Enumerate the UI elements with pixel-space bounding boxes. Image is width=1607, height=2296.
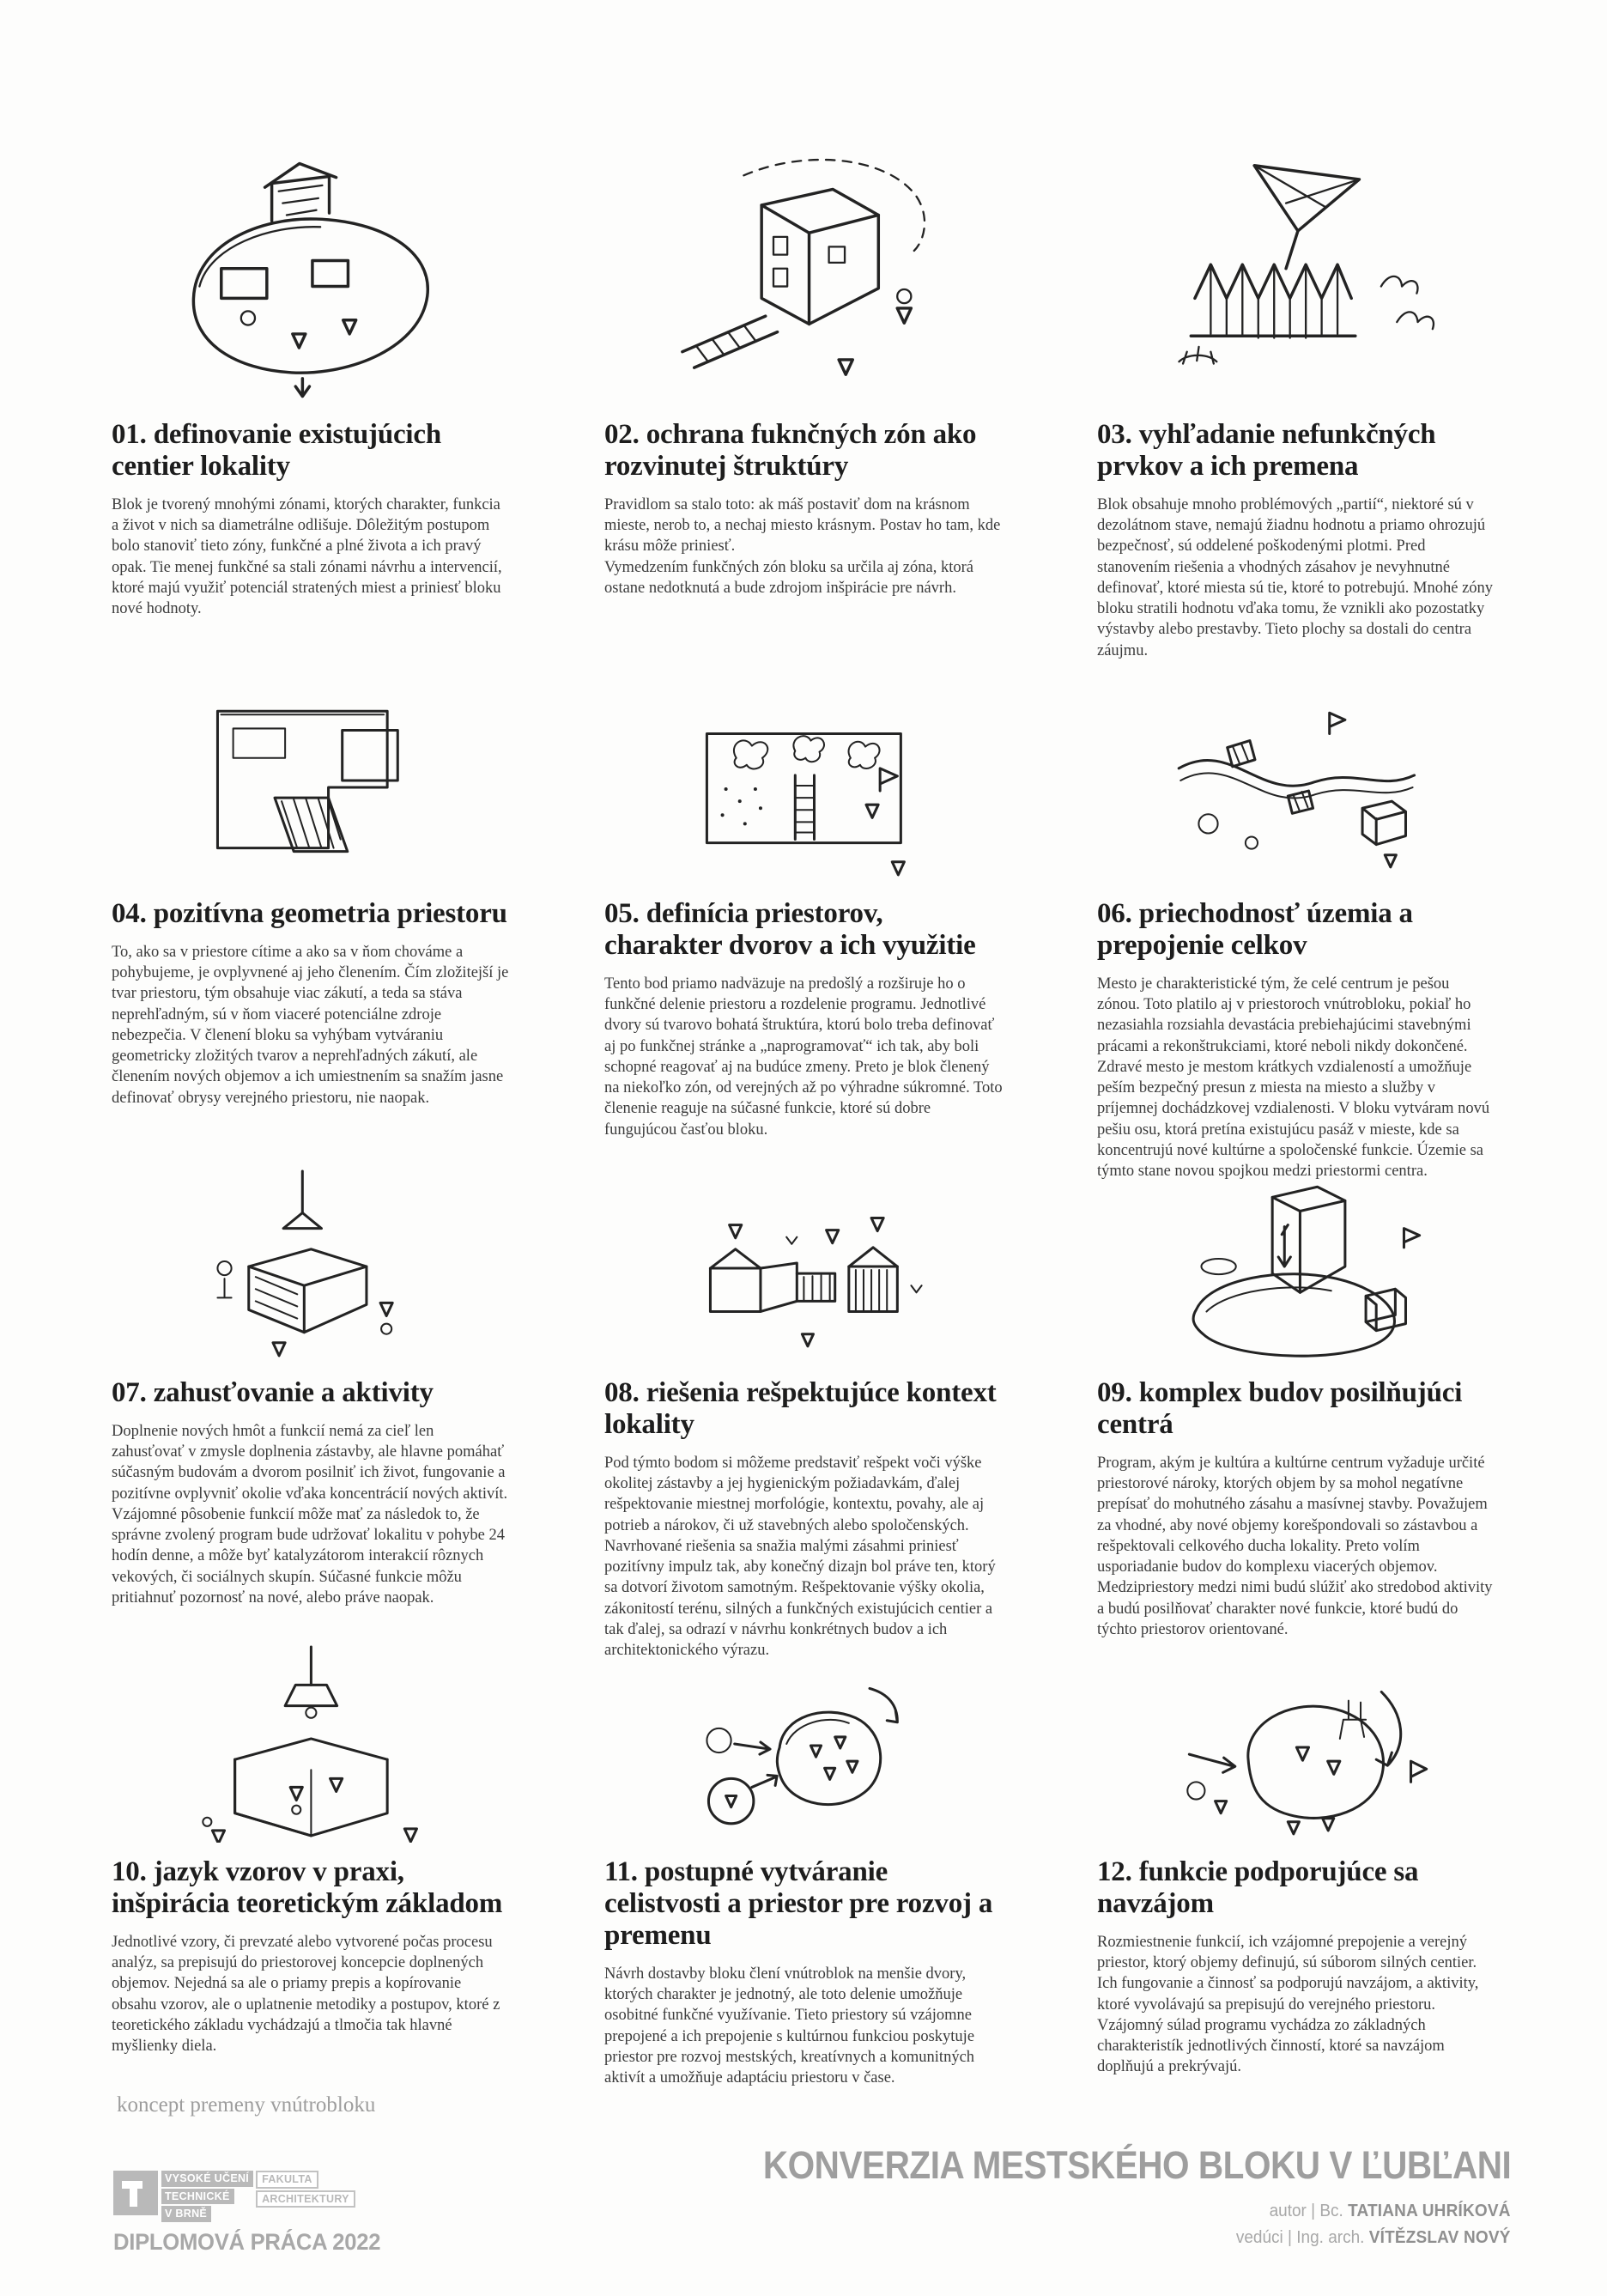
- section-04: [112, 539, 510, 1107]
- axon-block-activities-sketch: [173, 1164, 450, 1364]
- section-03: [1097, 60, 1495, 659]
- sections-grid: [112, 60, 1495, 2087]
- sketch-area-11: [604, 1497, 1003, 1851]
- section-07: [112, 1018, 510, 1607]
- section-05: [604, 539, 1003, 1139]
- university-name-line2: TECHNICKÉ: [161, 2189, 234, 2205]
- section-03-title: 03. vyhľadanie nefunkčných prvkov a ich premena: [1097, 419, 1436, 482]
- sketch-area-07: [112, 1018, 510, 1372]
- section-07-body: Doplnenie nových hmôt a funkcií nemá za cieľ len zahusťovať v zmysle doplnenia zástavby, ale hlavne pomáhať súčasným budovám a dvorom posilniť ich život, fungovanie a pozitívne ovplyvniť okolie vďaka koncentrácií nových aktivít. Vzájomné pôsobenie funkcií môže mať za následok to, že správne zvolený program bude udržovať lokalitu v pohybe 24 hodín denne, a môže byť katalyzátorom interakcií rôznych vekových, či sociálnych skupín. Súčasné funkcie môžu pritiahnuť pozornosť na nové, alebo práve naopak.: [112, 1422, 508, 1607]
- sketch-area-08: [604, 1018, 1003, 1372]
- author-name: TATIANA UHRÍKOVÁ: [1348, 2202, 1511, 2220]
- vut-logo-icon: [113, 2171, 158, 2215]
- supervisor-line: [1236, 2225, 1511, 2251]
- block-plan-hatched-sketch: [173, 685, 450, 884]
- university-logo: [113, 2171, 355, 2224]
- lamp-over-room-sketch: [173, 1643, 450, 1843]
- section-01-title: 01. definovanie existujúcich centier lokality: [112, 419, 441, 482]
- row-houses-sketch: [665, 1164, 943, 1364]
- sketch-area-06: [1097, 539, 1495, 893]
- section-05-body: Tento bod priamo nadväzuje na predošlý a rozširuje ho o funkčné delenie priestoru a rozdelenie programu. Jednotlivé dvory sú tvarovo bohatá štruktúra, ktorú bolo treba definovať aj po funkčnej stránke a „naprogramovať“ ich tak, aby boli schopné reagovať aj na budúce zmeny. Preto je blok členený na niekoľko zón, od verejných až po výhradne súkromné. Toto členenie reaguje na súčasné funkcie, ktoré sú dobre fungujúcou časťou bloku.: [604, 975, 1003, 1139]
- project-title: KONVERZIA MESTSKÉHO BLOKU V ĽUBĽANI: [762, 2143, 1511, 2187]
- sketch-area-03: [1097, 60, 1495, 414]
- section-08: [604, 1018, 1003, 1660]
- section-06-body: Mesto je charakteristické tým, že celé centrum je pešou zónou. Toto platilo aj v priestoroch vnútrobloku, pokiaľ ho nezasiahla rozsiahla devastácia prebiehajúcimi stavebnými prácami a rekonštrukciami, ktoré neboli nikdy dokončené. Zdravé mesto je mestom krátkych vzdialeností a umožňuje peším bezpečný presun z miesta na miesto a služby v príjemnej dochádzkovej vzdialenosti. V bloku vytváram novú pešiu osu, ktorá pretína existujúcu pasáž v mieste, kde sa koncentrujú nové kultúrne a spoločenské funkcie. Územie sa týmto stane novou spojkou medzi priestormi centra.: [1097, 975, 1490, 1181]
- section-02-title: 02. ochrana fuknčných zón ako rozvinutej štruktúry: [604, 419, 977, 482]
- university-name-column: [161, 2171, 253, 2224]
- sketch-area-05: [604, 539, 1003, 893]
- section-11-content: [604, 1856, 1003, 2088]
- blob-functions-sketch: [1158, 1643, 1435, 1843]
- sketch-area-02: [604, 60, 1003, 414]
- section-12-content: [1097, 1856, 1495, 2078]
- author-line: [1236, 2198, 1511, 2225]
- section-10-body: Jednotlivé vzory, či prevzaté alebo vytvorené počas procesu analýz, sa prepisujú do priestorovej koncepcie doplnených objemov. Nejedná sa ale o priamy prepis a kopírovanie obsahu vzorov, ale o uplatnenie metodiky a postupov, ktoré z teoretického základu vychádzajú a tlmočia tak hlavné myšlienky diela.: [112, 1933, 500, 2056]
- section-02: [604, 60, 1003, 597]
- supervisor-name: VÍTĚZSLAV NOVÝ: [1369, 2228, 1511, 2247]
- section-08-body: Pod týmto bodom si môžeme predstaviť rešpekt voči výške okolitej zástavby a jej hygienickým požiadavkám, ďalej rešpektovanie miestnej morfológie, kontextu, povahy, ale aj potrieb a nárokov, či už stavebných alebo spoločenských. Navrhované riešenia sa snažia malými zásahmi priniesť pozitívny impulz tak, aby konečný dizajn bol práve ten, ktorý sa dotvorí životom samotným. Rešpektovanie výšky okolia, zákonitostí terénu, silných a funkčných existujúcich centier a tak ďalej, sa odrazí v návrhu konkrétnych budov a ich architektonického výrazu.: [604, 1454, 996, 1660]
- section-06: [1097, 539, 1495, 1181]
- linked-circles-sketch: [665, 1643, 943, 1843]
- section-12-title: 12. funkcie podporujúce sa navzájom: [1097, 1856, 1419, 1919]
- section-09-title: 09. komplex budov posilňujúci centrá: [1097, 1377, 1463, 1440]
- section-01: [112, 60, 510, 618]
- curved-path-axon-sketch: [1158, 685, 1435, 884]
- sketch-area-09: [1097, 1018, 1495, 1372]
- sketch-area-10: [112, 1497, 510, 1851]
- tower-ellipse-sketch: [1158, 1164, 1435, 1364]
- section-04-body: To, ako sa v priestore cítime a ako sa v ňom chováme a pohybujeme, je ovplyvnené aj jeho členením. Čím zložitejší je tvar priestoru, tým obsahuje viac zákutí, a teda sa stáva neprehľadným, sú v ňom viaceré potenciálne zdroje nebezpečia. V členení bloku sa vyhýbam vytváraniu geometricky zložitých tvarov a neprehľadných zákutí, ale členením nových objemov a ich umiestnením sa snažím jasne definovať obrysy verejného priestoru, nie naopak.: [112, 943, 509, 1107]
- section-11-body: Návrh dostavby bloku člení vnútroblok na menšie dvory, ktorých charakter je jednotný, ale toto delenie umožňuje osobitné funkčné využívanie. Tieto priestory sú vzájomne prepojené a ich prepojenie s kultúrnou funkciou poskytuje priestor pre rozvoj mestských, kreatívnych a komunitných aktivít a umožňuje adaptáciu priestoru v čase.: [604, 1965, 975, 2087]
- section-01-body: Blok je tvorený mnohými zónami, ktorých charakter, funkcia a život v nich sa diametrálne odlišuje. Dôležitým postupom bolo stanoviť tieto zóny, funkčné a plné života a ich pravý opak. Tie menej funkčné sa stali zónami návrhu a intervencií, ktoré majú využiť potenciál stratených miest a priniesť bloku nové hodnoty.: [112, 495, 502, 618]
- sketch-area-01: [112, 60, 510, 414]
- thesis-label: DIPLOMOVÁ PRÁCA 2022: [113, 2229, 381, 2255]
- section-10: [112, 1497, 510, 2056]
- section-04-title: 04. pozitívna geometria priestoru: [112, 898, 507, 929]
- credits: [1236, 2198, 1511, 2251]
- university-name-line1: VYSOKÉ UČENÍ: [161, 2171, 253, 2187]
- section-11: [604, 1497, 1003, 2087]
- footer-caption: koncept premeny vnútrobloku: [117, 2093, 376, 2117]
- ellipse-site-plan-sketch: [152, 148, 469, 405]
- courtyard-plan-trees-sketch: [665, 685, 943, 884]
- author-label: autor | Bc.: [1269, 2202, 1349, 2220]
- section-09-body: Program, akým je kultúra a kultúrne centrum vyžaduje určité priestorové nároky, ktorých objem by sa mohol negatívne prepísať do mohutného zásahu a masívnej stavby. Považujem za vhodné, aby nové objemy korešpondovali so zástavbou a rešpektovali celkového ducha lokality. Preto volím usporiadanie budov do komplexu viacerých objemov. Medzipriestory medzi nimi budú slúžiť ako stredobod aktivity a budú posilňovať charakter nové funkcie, ktoré budú do týchto priestorov orientované.: [1097, 1454, 1493, 1638]
- faculty-name-line1: FAKULTA: [256, 2171, 318, 2189]
- section-07-title: 07. zahusťovanie a aktivity: [112, 1377, 434, 1408]
- section-06-title: 06. priechodnosť územia a prepojenie celkov: [1097, 898, 1413, 961]
- section-10-title: 10. jazyk vzorov v praxi, inšpirácia teoretickým základom: [112, 1856, 503, 1919]
- university-logo-text: [161, 2171, 355, 2224]
- university-name-line3: V BRNĚ: [161, 2206, 211, 2222]
- supervisor-label: vedúci | Ing. arch.: [1236, 2228, 1370, 2247]
- sketch-area-12: [1097, 1497, 1495, 1851]
- section-08-title: 08. riešenia rešpektujúce kontext lokality: [604, 1377, 997, 1440]
- section-09: [1097, 1018, 1495, 1638]
- section-11-title: 11. postupné vytváranie celistvosti a priestor pre rozvoj a premenu: [604, 1856, 993, 1951]
- section-10-content: [112, 1856, 510, 2056]
- house-and-path-sketch: [645, 148, 961, 405]
- section-03-body: Blok obsahuje mnoho problémových „partií“, niektoré sú v dezolátnom stave, nemajú žiadnu hodnotu a priamo ohrozujú bezpečnosť, sú oddelené poškodenými plotmi. Pred stanovením riešenia a vhodných zásahov je nevyhnutné definovať, ktoré miesta sú tie, ktoré to potrebujú. Mnohé zóny bloku stratili hodnotu vďaka tomu, že vznikli ako pozostatky výstavby alebo prestavby. Tieto plochy sa dostali do centra záujmu.: [1097, 495, 1494, 659]
- section-05-title: 05. definícia priestorov, charakter dvorov a ich využitie: [604, 898, 976, 961]
- section-12: [1097, 1497, 1495, 2076]
- sketch-area-04: [112, 539, 510, 893]
- kite-and-fence-sketch: [1137, 148, 1454, 405]
- section-12-body: Rozmiestnenie funkcií, ich vzájomné prepojenie a verejný priestor, ktorý objemy definujú, sú súborom silných centier. Ich fungovanie a činnosť sa podporujú navzájom, a aktivity, ktoré vyvolávajú sa prepisujú do verejného priestoru. Vzájomný súlad programu vychádza zo základných charakteristík jednotlivých činností, ktoré sa navzájom doplňujú a prekrývajú.: [1097, 1933, 1479, 2076]
- faculty-name-line2: ARCHITEKTURY: [256, 2190, 355, 2208]
- section-02-body: Pravidlom sa stalo toto: ak máš postaviť dom na krásnom mieste, nerob to, a nechaj miesto krásnym. Postav ho tam, kde krásu môže priniesť. Vymedzením funkčných zón bloku sa určila aj zóna, ktorá ostane nedotknutá a bude zdrojom inšpirácie pre návrh.: [604, 495, 1001, 597]
- faculty-name-column: [253, 2171, 355, 2224]
